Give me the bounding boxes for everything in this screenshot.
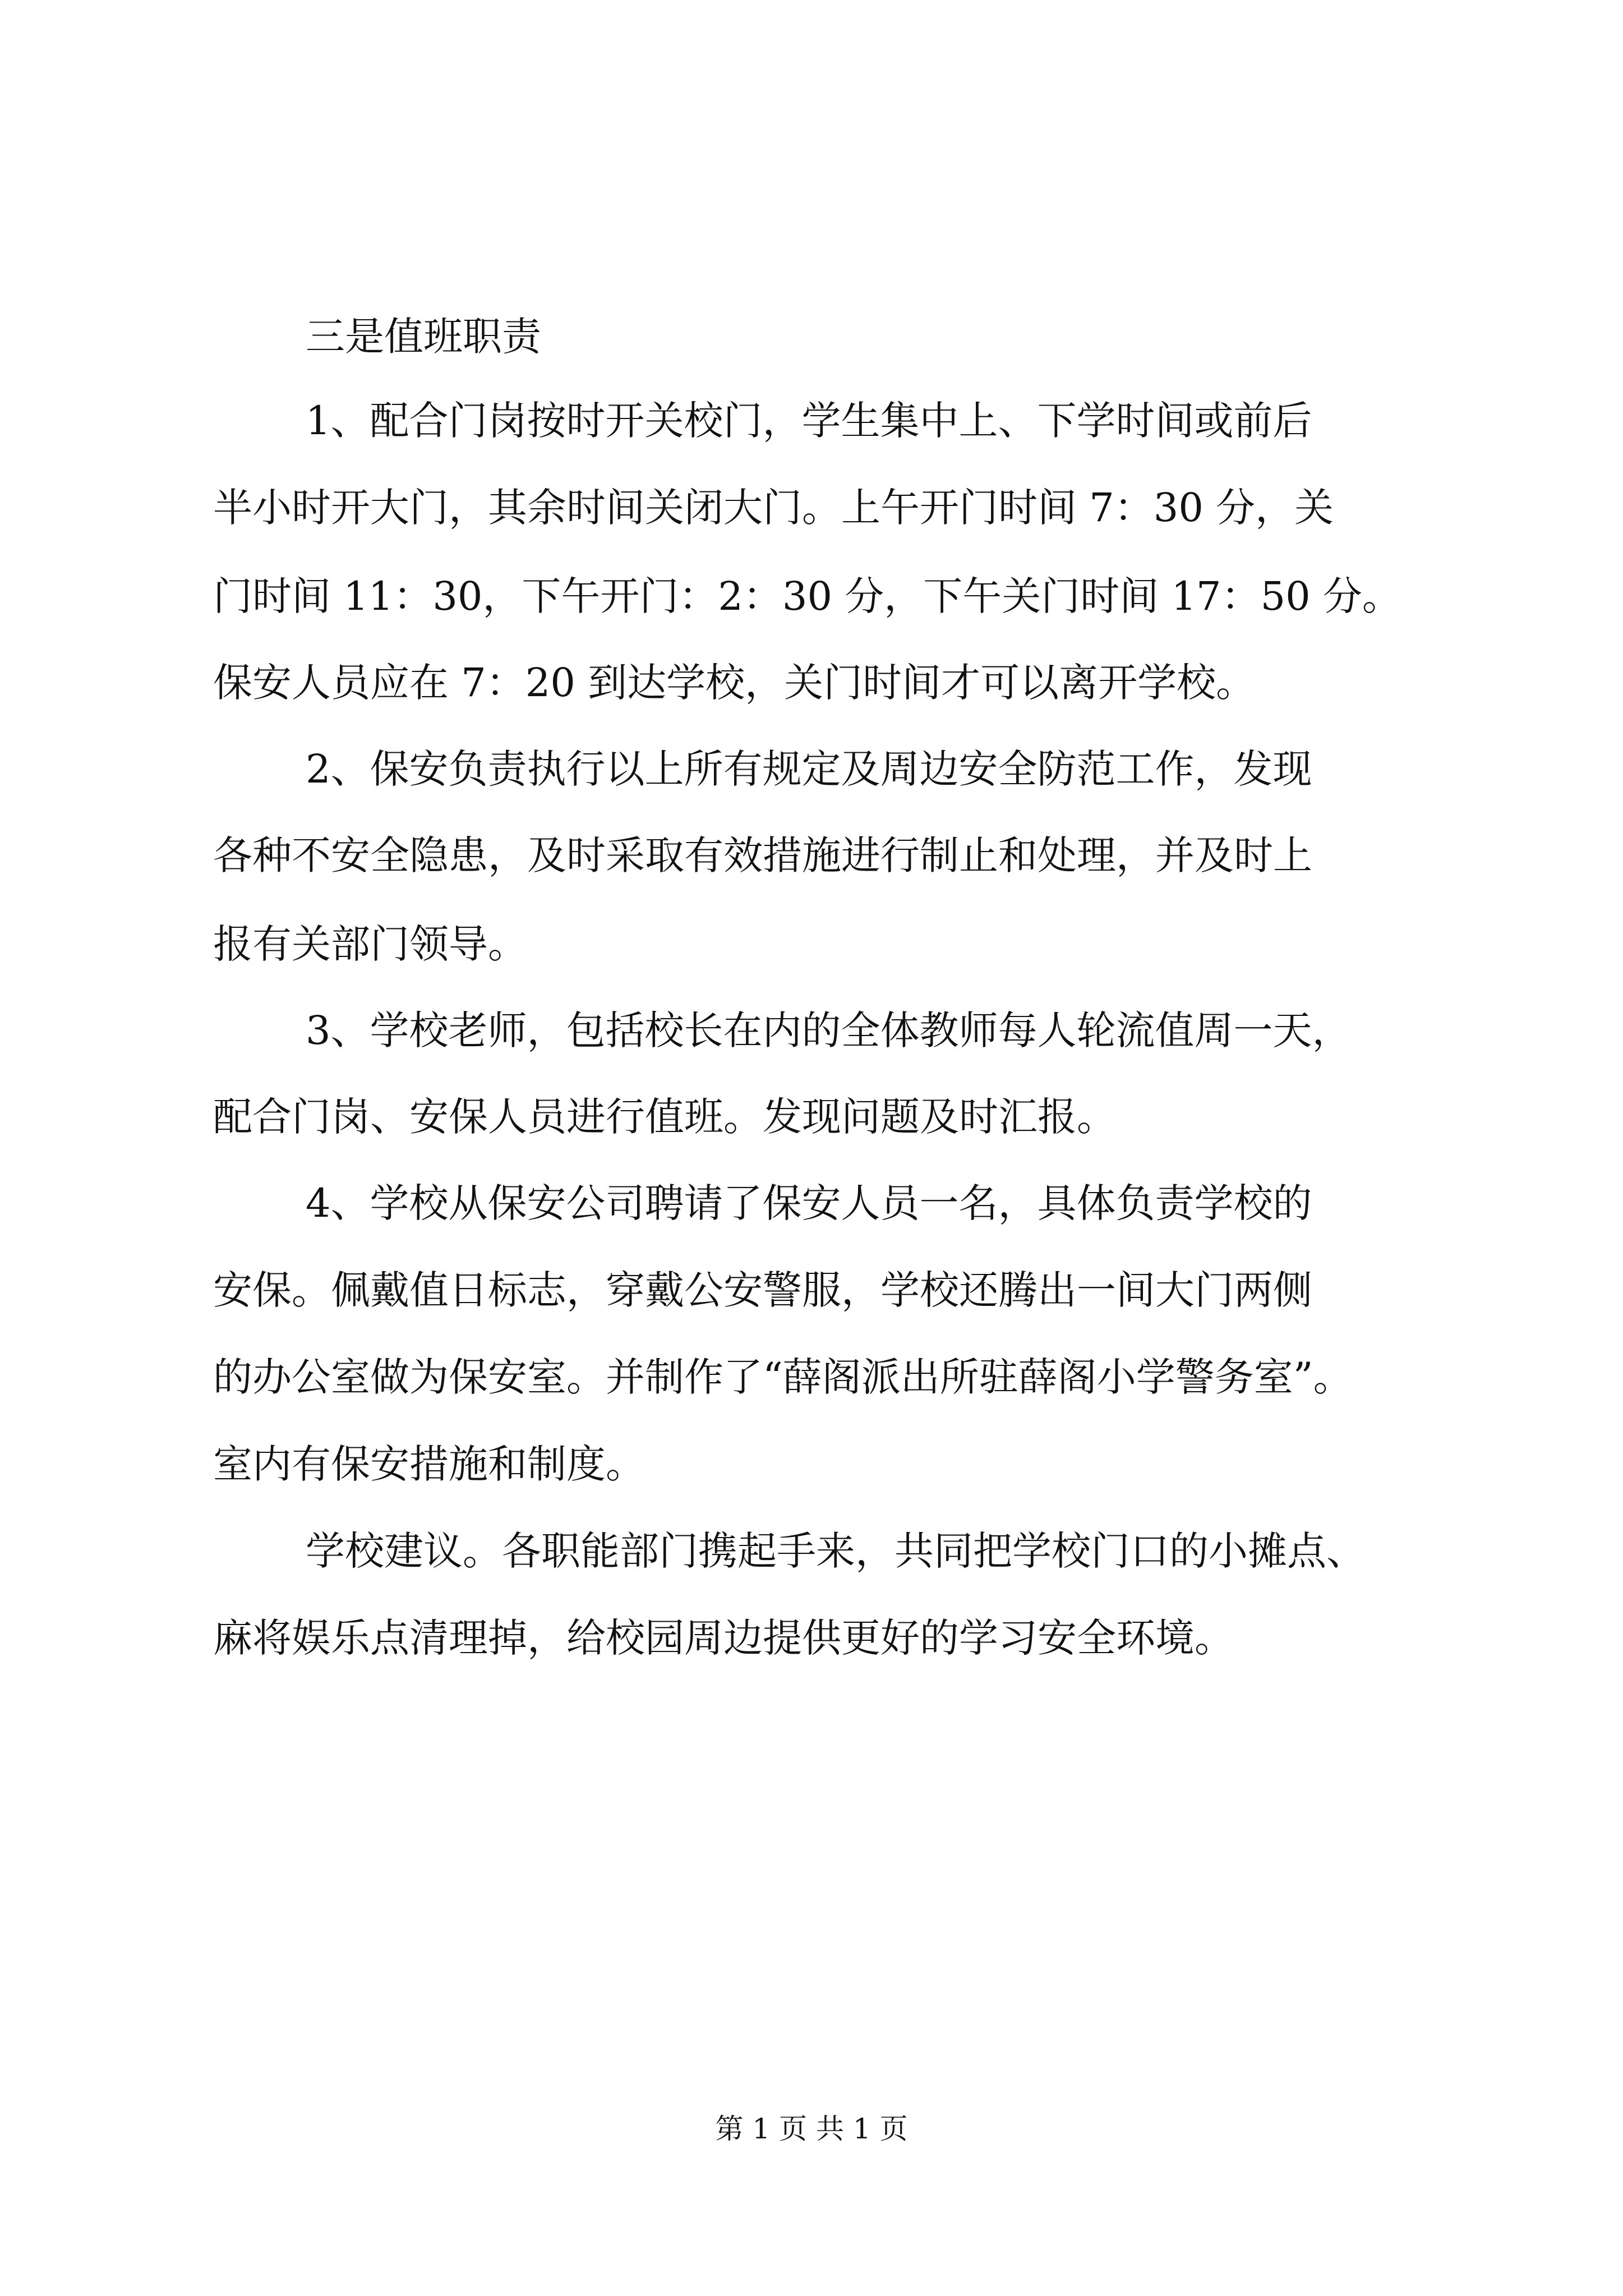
paragraph-line: 配合门岗、安保人员进行值班。发现问题及时汇报。 — [213, 1094, 1116, 1140]
paragraph-line: 4、学校从保安公司聘请了保安人员一名，具体负责学校的 — [306, 1180, 1312, 1226]
paragraph-line: 门时间 11：30，下午开门：2：30 分，下午关门时间 17：50 分。 — [213, 573, 1401, 619]
paragraph-line: 保安人员应在 7：20 到达学校，关门时间才可以离开学校。 — [213, 660, 1256, 706]
paragraph-line: 2、保安负责执行以上所有规定及周边安全防范工作，发现 — [306, 746, 1312, 792]
paragraph-line: 麻将娱乐点清理掉，给校园周边提供更好的学习安全环境。 — [213, 1615, 1234, 1661]
page-number-footer: 第 1 页 共 1 页 — [715, 2113, 908, 2145]
paragraph-line: 学校建议。各职能部门携起手来，共同把学校门口的小摊点、 — [306, 1528, 1366, 1574]
paragraph-line: 安保。佩戴值日标志，穿戴公安警服，学校还腾出一间大门两侧 — [213, 1267, 1312, 1313]
paragraph-line: 3、学校老师，包括校长在内的全体教师每人轮流值周一天， — [306, 1007, 1352, 1053]
section-heading: 三是值班职责 — [306, 314, 541, 360]
paragraph-line: 1、配合门岗按时开关校门，学生集中上、下学时间或前后 — [306, 398, 1312, 444]
paragraph-line: 报有关部门领导。 — [213, 921, 527, 967]
paragraph-line: 半小时开大门，其余时间关闭大门。上午开门时间 7：30 分，关 — [213, 485, 1334, 531]
paragraph-line: 各种不安全隐患，及时采取有效措施进行制止和处理，并及时上 — [213, 832, 1312, 878]
paragraph-line: 的办公室做为保安室。并制作了“薛阁派出所驻薛阁小学警务室”。 — [213, 1354, 1353, 1400]
paragraph-line: 室内有保安措施和制度。 — [213, 1441, 645, 1487]
